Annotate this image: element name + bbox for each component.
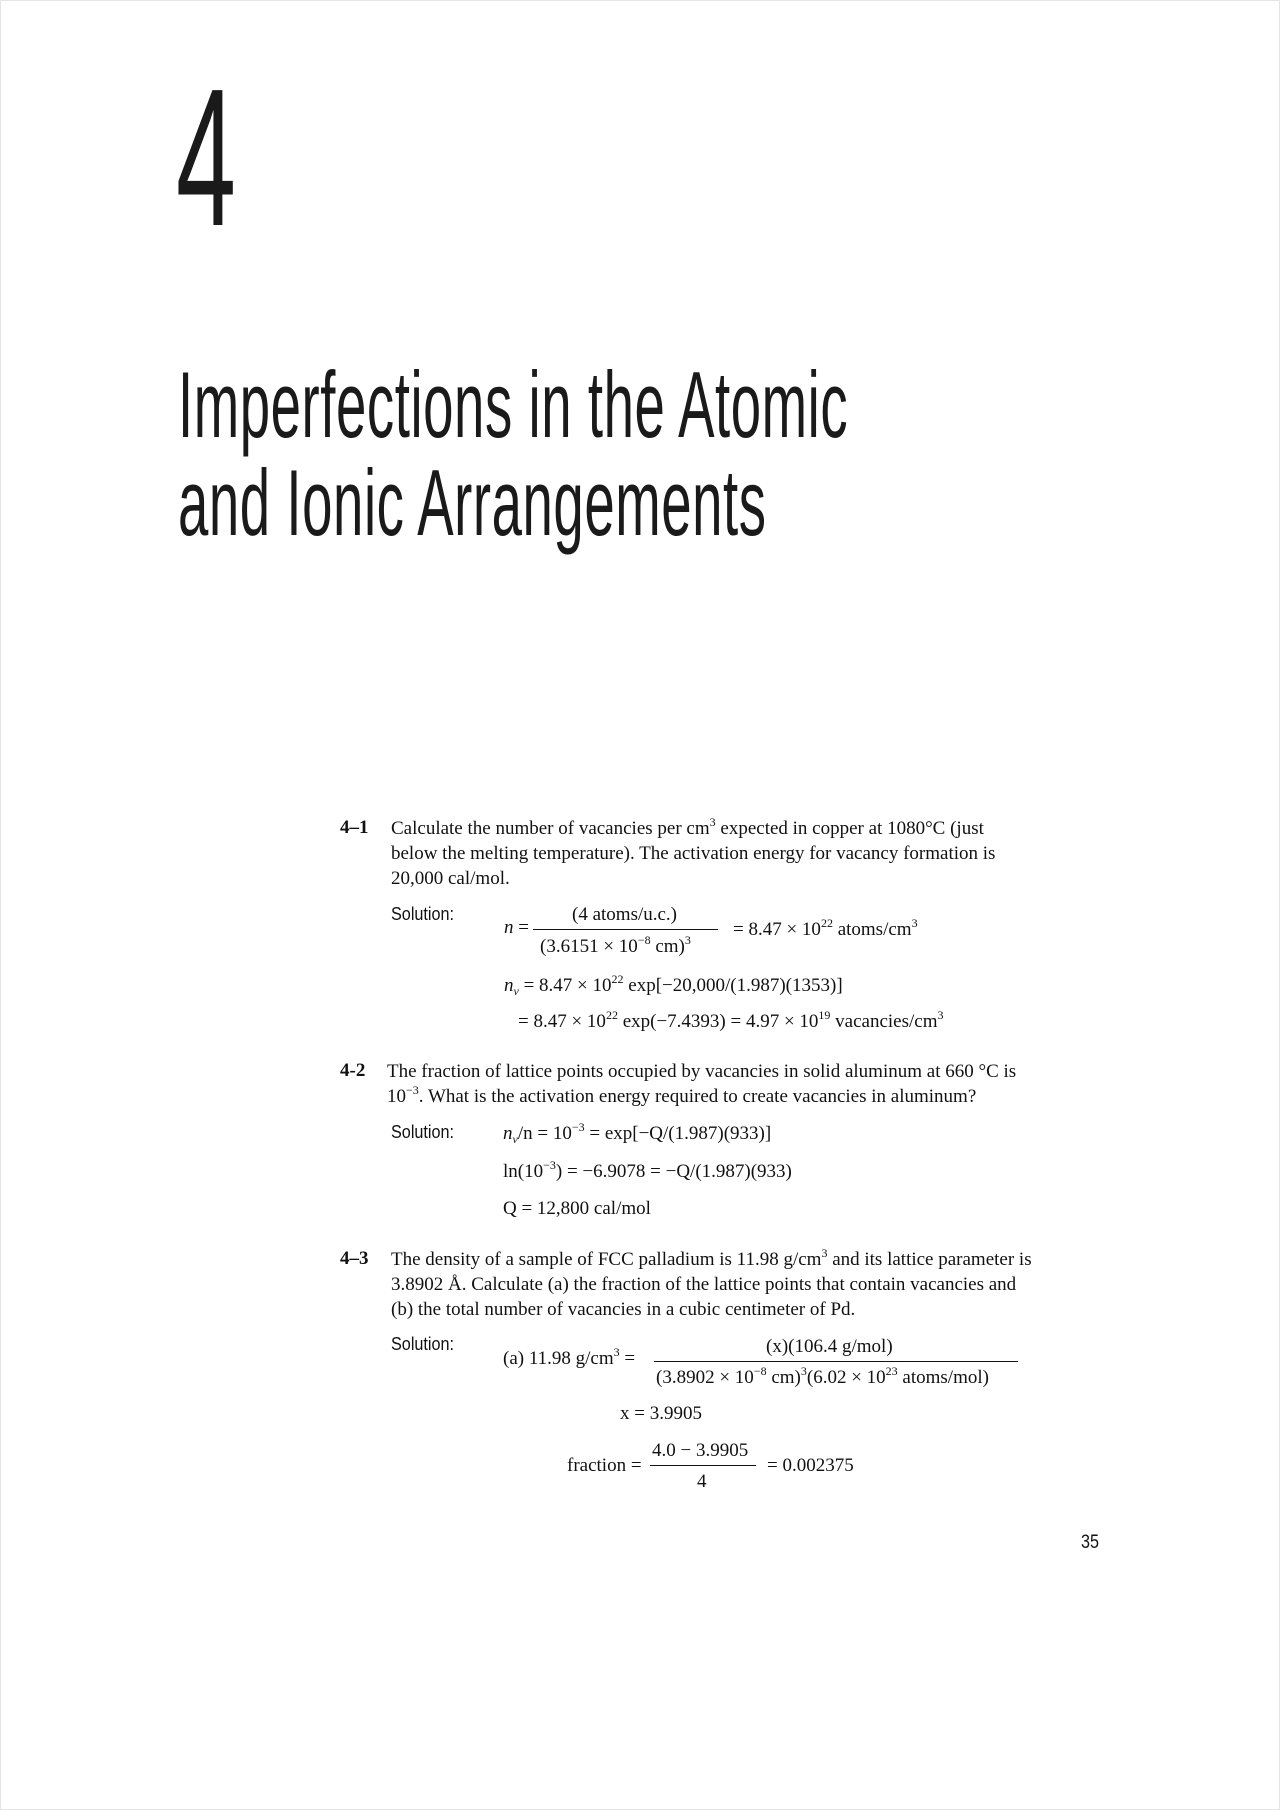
fraction-denominator: ($3.8902 \times 10^{-8}$ $cm)^3(6.02 \times 10^{23}$ atoms/mol) <box>656 1364 989 1388</box>
problem-number: 4-2 <box>340 1060 366 1081</box>
problem-number: 4–1 <box>340 817 369 838</box>
fraction-numerator: (4 atoms/u.c.) <box>572 904 678 925</box>
page-number: 35 <box>1081 1532 1099 1553</box>
chapter-number: 4 <box>176 48 236 267</box>
fraction-bar <box>650 1465 756 1466</box>
fraction-numerator: (x)(106.4 g/mol) <box>766 1336 893 1357</box>
fraction-bar <box>533 929 718 930</box>
fraction-denominator: 4 <box>697 1471 707 1492</box>
equation: x = 3.9905 <box>620 1403 702 1424</box>
equation: = $8.47 \times 10^{22}$ $\exp(-7.4393) = 4.97 \times 10^{19}$ vacancies/$cm^3$ <box>518 1008 944 1032</box>
problem-text: Calculate the number of vacancies per $cm^3$ expected in copper at 1080°C (just below the melting temperature). The activation energy for vacancy formation is 20,000 cal/mol. <box>391 815 996 889</box>
fraction-numerator: 4.0 − 3.9905 <box>652 1440 749 1461</box>
equation: Q = 12,800 cal/mol <box>503 1198 651 1219</box>
problem-number: 4–3 <box>340 1248 369 1269</box>
solution-label: Solution: <box>391 904 455 924</box>
chapter-title-line-2: and Ionic Arrangements <box>178 450 767 555</box>
problem-text: The density of a sample of FCC palladium is 11.98 $g/cm^3$ and its lattice parameter is 3.8902 Å. Calculate (a) the fraction of the lattice points that contain vacancies and (b) the total number of vacancies in a cubic centimeter of Pd. <box>391 1246 1032 1320</box>
solution-label: Solution: <box>391 1334 455 1354</box>
equation-lhs: n = <box>504 917 529 938</box>
chapter-title-line-1: Imperfections in the Atomic <box>178 352 849 457</box>
problem-text: The fraction of lattice points occupied by vacancies in solid aluminum at 660 °C is $10^{-3}$. What is the activation energy required to create vacancies in aluminum? <box>387 1061 1017 1107</box>
chapter-title <box>178 352 849 555</box>
equation-lhs: (a) 11.98 $g/cm^3$ = <box>503 1345 636 1369</box>
fraction-bar <box>654 1361 1018 1362</box>
equation: $n_v = 8.47 \times 10^{22}$ exp[−20,000/(1.987)(1353)] <box>504 972 843 998</box>
equation: $n_v/n = 10^{-3} = \exp[-Q/(1.987)(933)]$ <box>503 1120 772 1146</box>
equation: $\ln(10^{-3}) = -6.9078 = -Q/(1.987)(933)$ <box>503 1158 792 1182</box>
solution-label: Solution: <box>391 1122 455 1142</box>
equation-result: = $8.47 \times 10^{22}$ atoms/$cm^3$ <box>733 916 918 940</box>
equation-result: = 0.002375 <box>767 1455 854 1476</box>
fraction-denominator: ($3.6151 \times 10^{-8}$ cm)$^3$ <box>540 933 691 957</box>
equation-lhs: fraction = <box>567 1455 642 1476</box>
